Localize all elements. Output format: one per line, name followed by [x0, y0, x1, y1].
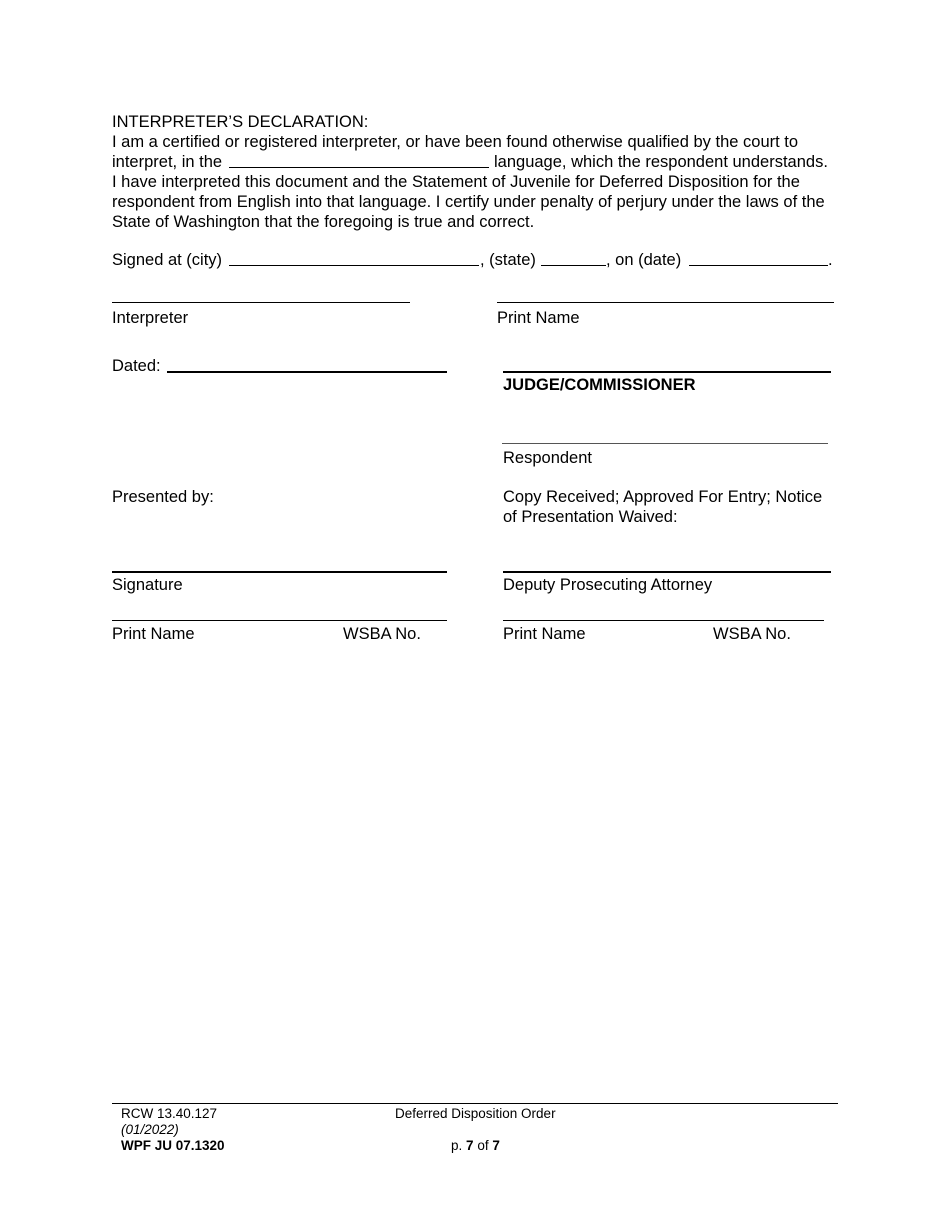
signed-at-date-label: , on (date)	[606, 251, 682, 269]
declaration-line-4: respondent from English into that language. I certify under penalty of perjury under the laws of the	[112, 193, 825, 211]
footer-page-total: 7	[492, 1138, 500, 1153]
signed-at-state-label: , (state)	[480, 251, 536, 269]
declaration-line-2-prefix: interpret, in the	[112, 153, 223, 171]
interpreter-label: Interpreter	[112, 309, 189, 327]
signed-at-city-label: Signed at (city)	[112, 251, 223, 269]
footer-page-number	[451, 1138, 500, 1154]
declaration-line-1: I am a certified or registered interpreter, or have been found otherwise qualified by the court to	[112, 133, 799, 151]
interpreter-print-name-label: Print Name	[497, 309, 580, 327]
declaration-line-5: State of Washington that the foregoing is true and correct.	[112, 213, 535, 231]
attorney-print-name-line[interactable]	[112, 620, 447, 621]
deputy-print-name-label: Print Name	[503, 625, 586, 643]
deputy-signature-line[interactable]	[503, 571, 831, 573]
footer-page-prefix: p.	[451, 1138, 463, 1153]
presented-by-label: Presented by:	[112, 488, 214, 506]
declaration-line-2-suffix: language, which the respondent understands.	[494, 153, 828, 171]
signed-at-period: .	[828, 251, 833, 269]
deputy-wsba-label: WSBA No.	[713, 625, 791, 643]
copy-received-line-1: Copy Received; Approved For Entry; Notice	[503, 488, 823, 506]
city-blank-line[interactable]	[229, 265, 479, 266]
declaration-line-3: I have interpreted this document and the Statement of Juvenile for Deferred Disposition for the	[112, 173, 800, 191]
attorney-print-name-label: Print Name	[112, 625, 195, 643]
footer-form-id: WPF JU 07.1320	[121, 1138, 225, 1153]
respondent-label: Respondent	[503, 449, 592, 467]
footer-rcw: RCW 13.40.127	[121, 1106, 218, 1121]
judge-commissioner-label: JUDGE/COMMISSIONER	[503, 376, 696, 394]
judge-signature-line[interactable]	[503, 371, 831, 373]
declaration-heading: INTERPRETER’S DECLARATION:	[112, 113, 369, 131]
dated-blank-line[interactable]	[167, 371, 447, 373]
respondent-signature-line[interactable]	[502, 443, 828, 444]
footer-title: Deferred Disposition Order	[395, 1106, 556, 1121]
footer-page-current: 7	[466, 1138, 474, 1153]
footer-divider	[112, 1103, 838, 1104]
state-blank-line[interactable]	[541, 265, 606, 266]
footer-page-of: of	[477, 1138, 489, 1153]
date-blank-line[interactable]	[689, 265, 828, 266]
copy-received-line-2: of Presentation Waived:	[503, 508, 678, 526]
deputy-prosecuting-attorney-label: Deputy Prosecuting Attorney	[503, 576, 713, 594]
dated-label: Dated:	[112, 357, 161, 375]
deputy-print-name-line[interactable]	[503, 620, 824, 621]
attorney-signature-line[interactable]	[112, 571, 447, 573]
footer-date: (01/2022)	[121, 1122, 179, 1137]
interpreter-signature-line[interactable]	[112, 302, 410, 303]
signature-label: Signature	[112, 576, 183, 594]
interpreter-print-name-line[interactable]	[497, 302, 834, 303]
language-blank-line[interactable]	[229, 167, 489, 168]
attorney-wsba-label: WSBA No.	[343, 625, 421, 643]
